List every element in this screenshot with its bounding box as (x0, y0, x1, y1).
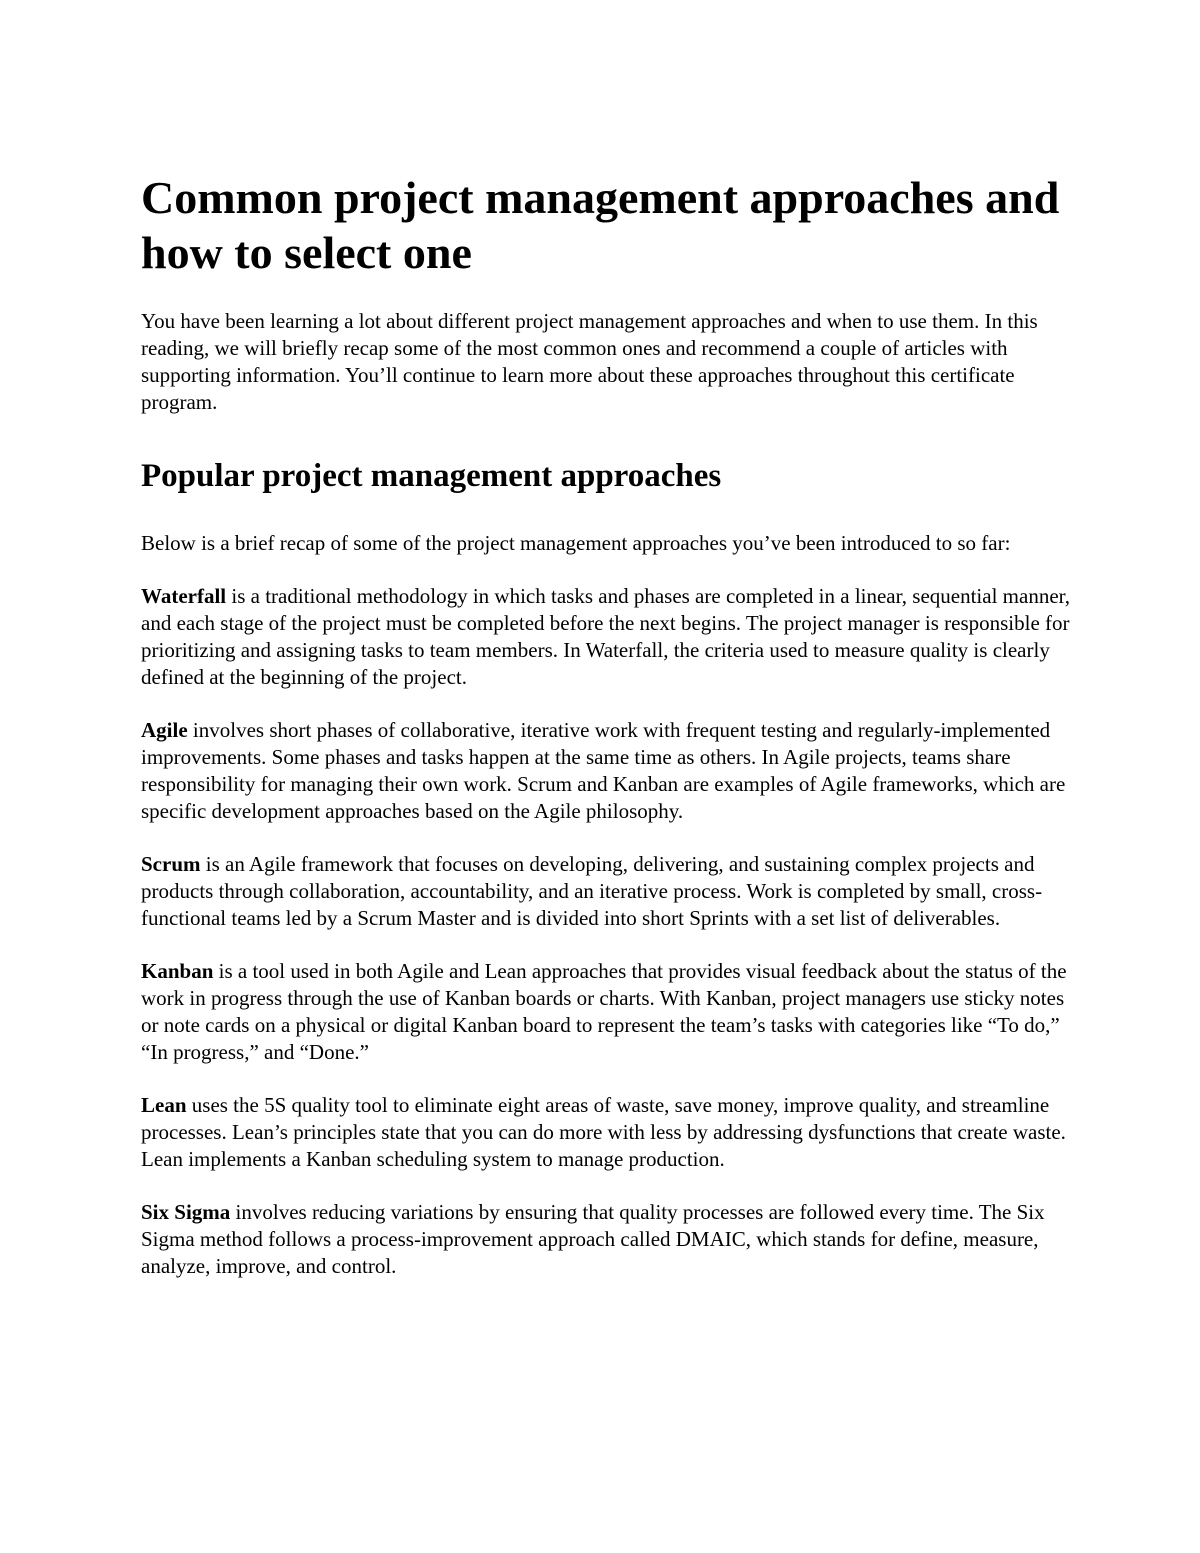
approach-six-sigma (141, 1199, 1071, 1280)
approach-description: is a tool used in both Agile and Lean approaches that provides visual feedback about the status of the work in progress through the use of Kanban boards or charts. With Kanban, project managers use sticky notes or note cards on a physical or digital Kanban board to represent the team’s tasks with categories like “To do,” “In progress,” and “Done.” (141, 959, 1067, 1064)
document-title: Common project management approaches and how to select one (141, 172, 1060, 278)
approach-description: uses the 5S quality tool to eliminate eight areas of waste, save money, improve quality, and streamline processes. Lean’s principles state that you can do more with less by addressing dysfunctions that create waste. Lean implements a Kanban scheduling system to manage production. (141, 1093, 1066, 1171)
approach-description: is a traditional methodology in which tasks and phases are completed in a linear, sequential manner, and each stage of the project must be completed before the next begins. The project manager is responsible for prioritizing and assigning tasks to team members. In Waterfall, the criteria used to measure quality is clearly defined at the beginning of the project. (141, 584, 1071, 689)
approach-term: Scrum (141, 852, 201, 876)
section-heading: Popular project management approaches (141, 458, 722, 494)
intro-paragraph: You have been learning a lot about different project management approaches and when to use them. In this reading, we will briefly recap some of the most common ones and recommend a couple of articles with supporting information. You’ll continue to learn more about these approaches throughout this certificate program. (141, 309, 1038, 414)
approach-description: is an Agile framework that focuses on developing, delivering, and sustaining complex projects and products through collaboration, accountability, and an iterative process. Work is completed by small, cross-functional teams led by a Scrum Master and is divided into short Sprints with a set list of deliverables. (141, 852, 1043, 930)
approach-term: Lean (141, 1093, 187, 1117)
approach-scrum (141, 851, 1071, 932)
approach-term: Six Sigma (141, 1200, 231, 1224)
approach-agile (141, 717, 1071, 825)
approach-term: Waterfall (141, 584, 227, 608)
approach-lean (141, 1092, 1071, 1173)
section-intro-paragraph: Below is a brief recap of some of the project management approaches you’ve been introduced to so far: (141, 531, 1011, 555)
approach-term: Agile (141, 718, 188, 742)
approach-kanban (141, 958, 1071, 1066)
approach-description: involves reducing variations by ensuring that quality processes are followed every time. The Six Sigma method follows a process-improvement approach called DMAIC, which stands for define, measure, analyze, improve, and control. (141, 1200, 1045, 1278)
document-page (141, 170, 1071, 1306)
approach-term: Kanban (141, 959, 214, 983)
approach-waterfall (141, 583, 1071, 691)
approach-description: involves short phases of collaborative, iterative work with frequent testing and regularly-implemented improvements. Some phases and tasks happen at the same time as others. In Agile projects, teams share responsibility for managing their own work. Scrum and Kanban are examples of Agile frameworks, which are specific development approaches based on the Agile philosophy. (141, 718, 1066, 823)
